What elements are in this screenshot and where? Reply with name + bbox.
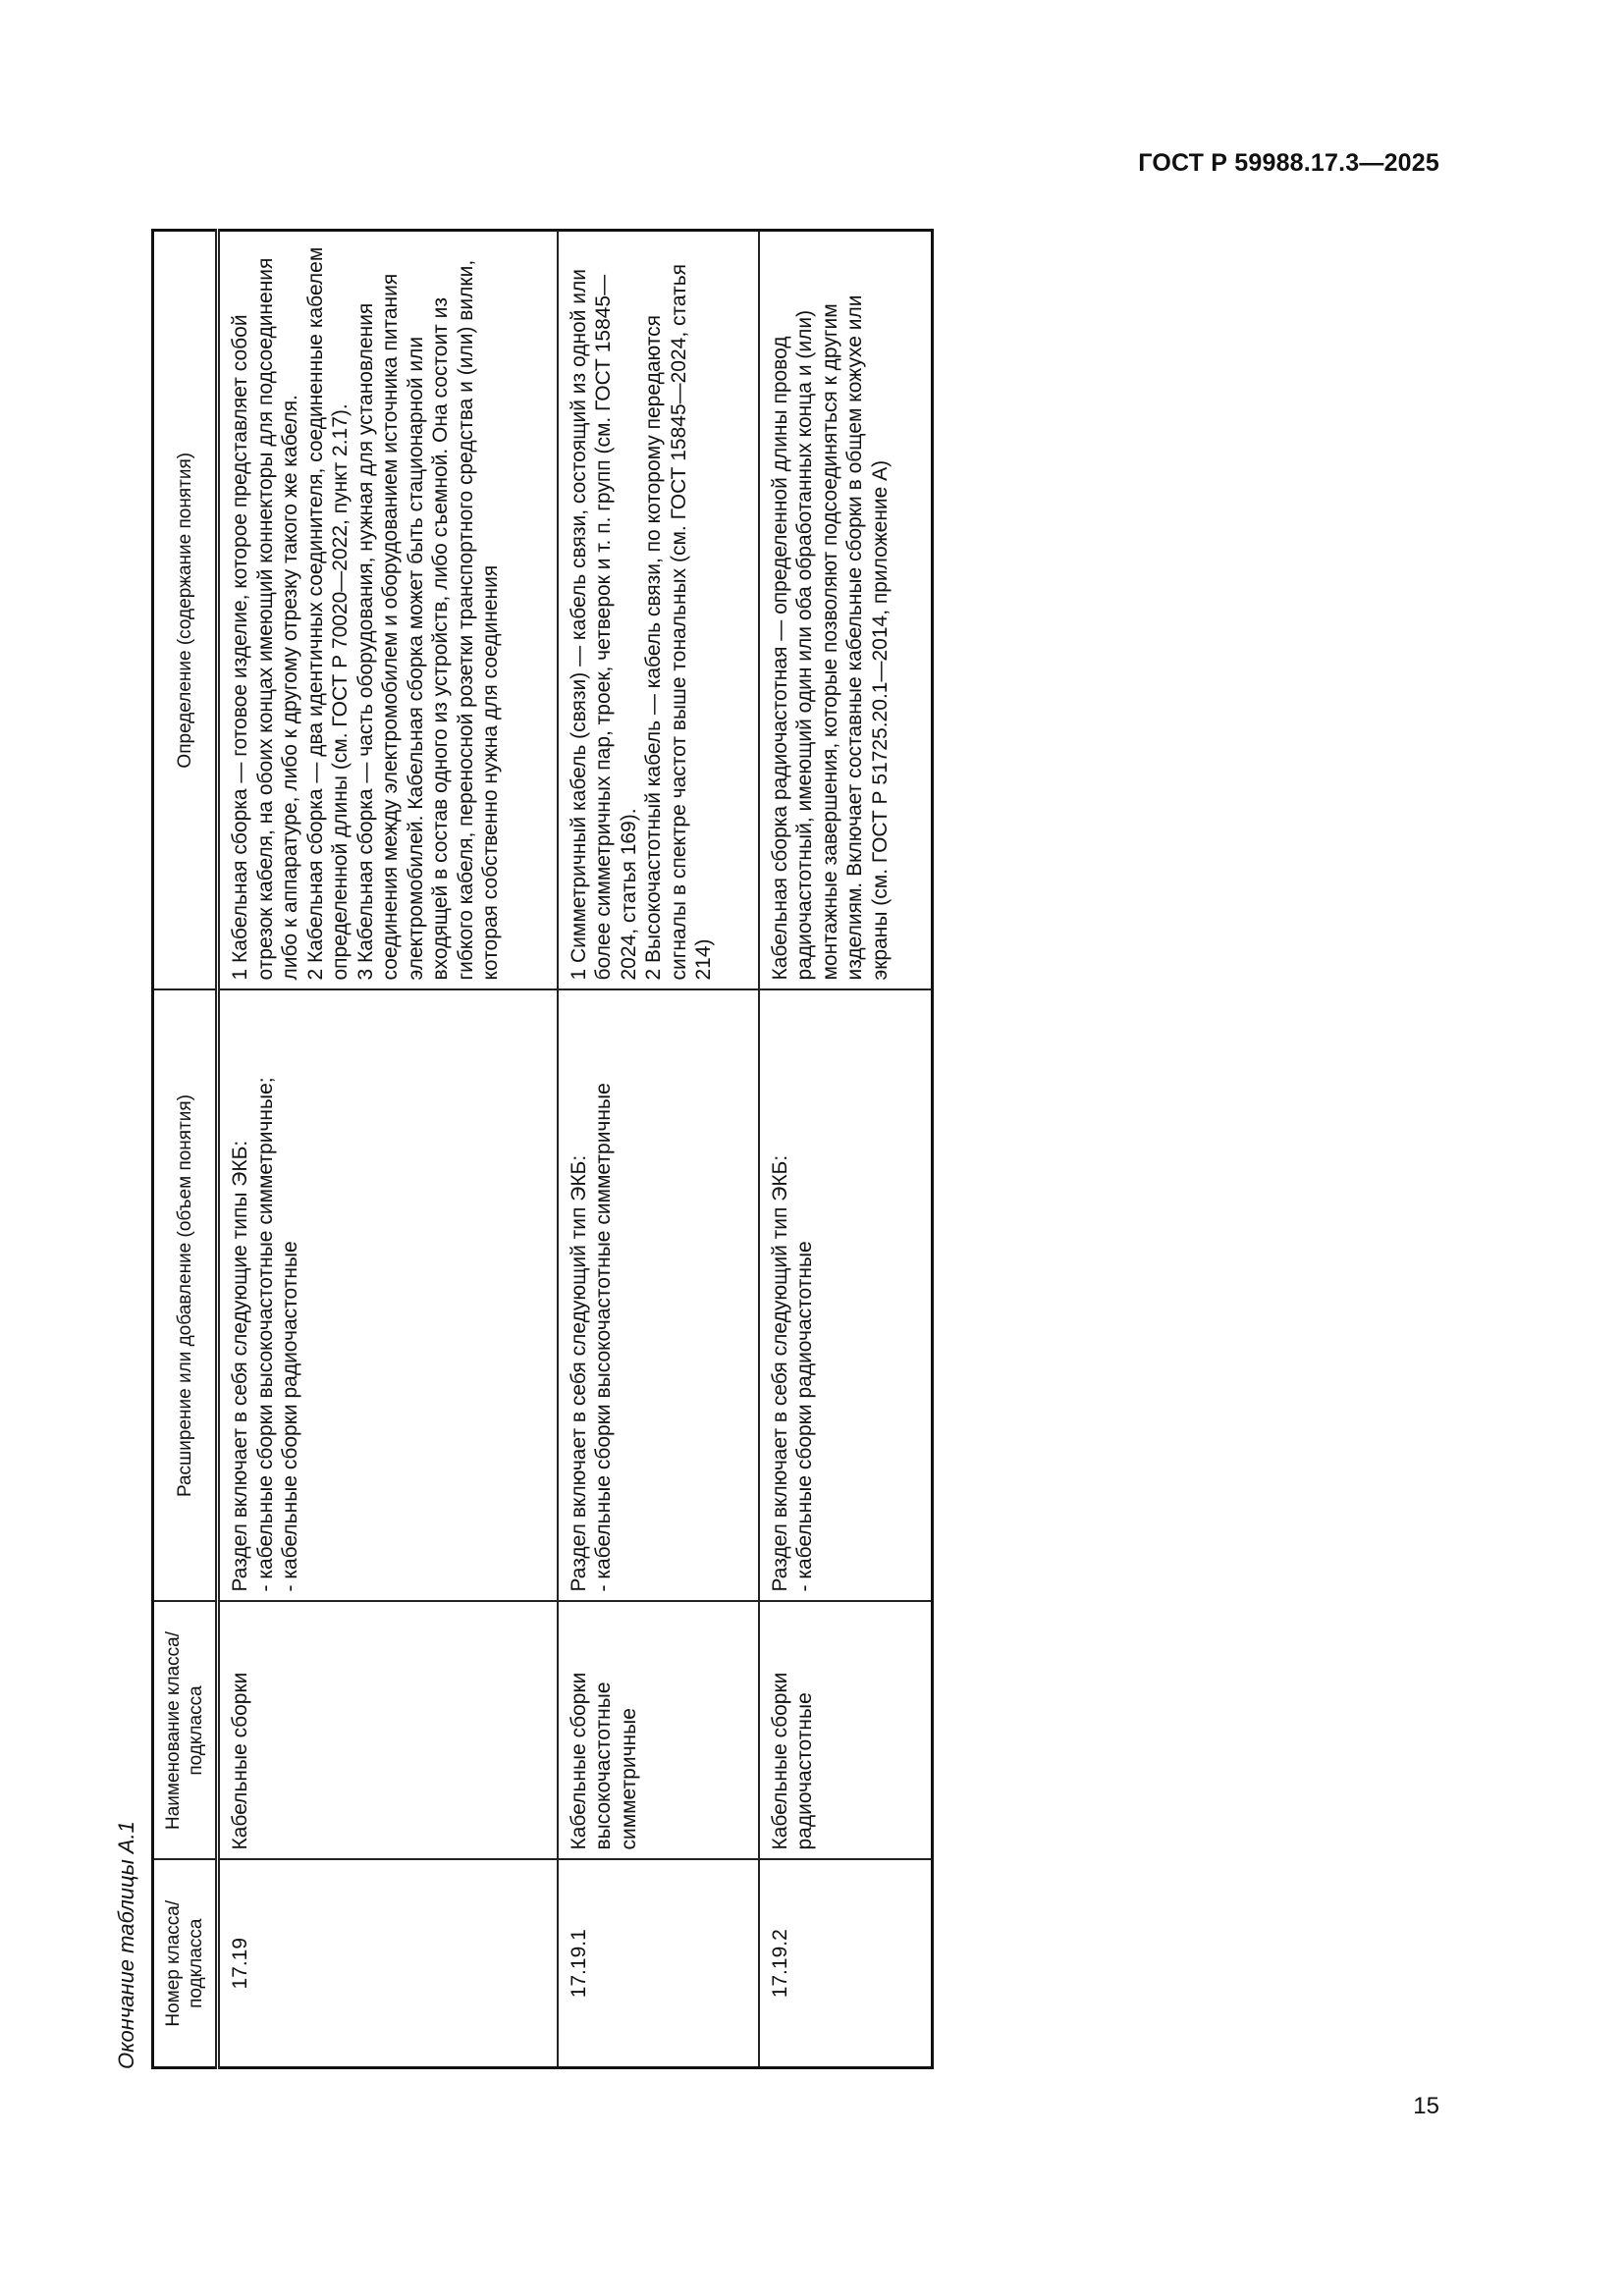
classification-table bbox=[151, 229, 934, 2069]
table-row bbox=[558, 231, 759, 2068]
column-header-definition: Определение (содержание понятия) bbox=[153, 231, 218, 990]
class-definition: 1 Симметричный кабель (связи) — кабель связи, состоящий из одной или более симметричных пар, троек, четверок и т. п. групп (см. ГОСТ 15845—2024, статья 169). 2 Высокочастотный кабель — кабель связи, по которому передаются сигналы в спектре частот выше тональных (см. ГОСТ 15845—2024, статья 214) bbox=[558, 231, 759, 990]
column-header-name: Наименование класса/ подкласса bbox=[153, 1602, 218, 1860]
table-row bbox=[759, 231, 933, 2068]
class-name: Кабельные сборки bbox=[218, 1602, 558, 1860]
class-definition: Кабельная сборка радиочастотная — определенной длины провод радиочастотный, имеющий один или оба обработанных конца и (или) монтажные завершения, которые позволяют подсоединяться к другим изделиям. Включает составные кабельные сборки в общем кожухе или экраны (см. ГОСТ Р 51725.20.1—2014, приложение А) bbox=[759, 231, 933, 990]
table-header-row bbox=[153, 231, 218, 2068]
class-scope: Раздел включает в себя следующий тип ЭКБ: - кабельные сборки высокочастотные симметричные bbox=[558, 990, 759, 1602]
class-number: 17.19 bbox=[218, 1860, 558, 2068]
class-number: 17.19.1 bbox=[558, 1860, 759, 2068]
table-row bbox=[218, 231, 558, 2068]
page-number: 15 bbox=[1413, 2093, 1439, 2119]
class-name: Кабельные сборки высокочастотные симметричные bbox=[558, 1602, 759, 1860]
column-header-number: Номер класса/ подкласса bbox=[153, 1860, 218, 2068]
column-header-scope: Расширение или добавление (объем понятия) bbox=[153, 990, 218, 1602]
rotated-table-block bbox=[110, 232, 1106, 2069]
document-standard-number: ГОСТ Р 59988.17.3—2025 bbox=[1138, 149, 1439, 177]
class-scope: Раздел включает в себя следующий тип ЭКБ: - кабельные сборки радиочастотные bbox=[759, 990, 933, 1602]
class-name: Кабельные сборки радиочастотные bbox=[759, 1602, 933, 1860]
class-scope: Раздел включает в себя следующие типы ЭКБ: - кабельные сборки высокочастотные симметричные; - кабельные сборки радиочастотные bbox=[218, 990, 558, 1602]
class-number: 17.19.2 bbox=[759, 1860, 933, 2068]
class-definition: 1 Кабельная сборка — готовое изделие, которое представляет собой отрезок кабеля, на обоих концах имеющий коннекторы для подсоединения либо к аппаратуре, либо к другому отрезку такого же кабеля. 2 Кабельная сборка — два идентичных соединителя, соединенные кабелем определенной длины (см. ГОСТ Р 70020—2022, пункт 2.17). 3 Кабельная сборка — часть оборудования, нужная для установления соединения между электромобилем и оборудованием источника питания электромобилей. Кабельная сборка может быть стационарной или входящей в состав одного из устройств, либо съемной. Она состоит из гибкого кабеля, переносной розетки транспортного средства и (или) вилки, которая собственно нужна для соединения bbox=[218, 231, 558, 990]
table-caption: Окончание таблицы А.1 bbox=[114, 1821, 138, 2069]
